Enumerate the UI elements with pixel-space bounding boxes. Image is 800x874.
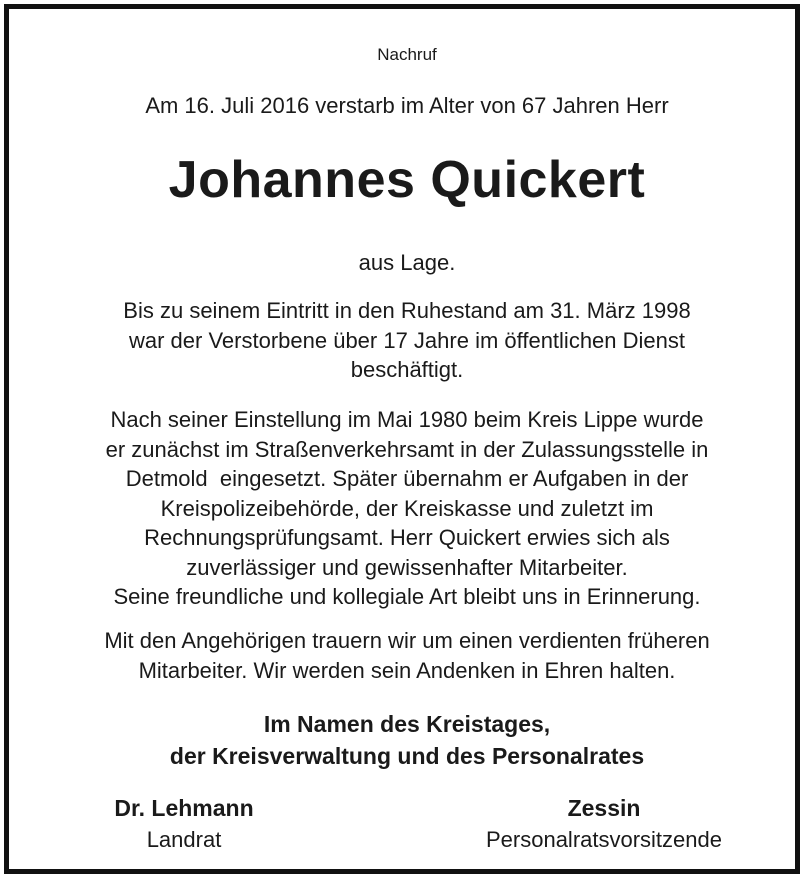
deceased-name: Johannes Quickert <box>168 151 646 209</box>
condolence-paragraph <box>9 626 800 685</box>
intro-text: Am 16. Juli 2016 verstarb im Alter von 67 Jahren Herr <box>145 93 669 118</box>
text-line: zuverlässiger und gewissenhafter Mitarbeiter. <box>186 554 628 580</box>
signer-lehmann <box>69 793 299 855</box>
text-line: Rechnungsprüfungsamt. Herr Quickert erwies sich als <box>144 525 670 550</box>
notice-heading: Nachruf <box>377 45 437 64</box>
signer-name: Dr. Lehmann <box>114 795 254 821</box>
text-line: Seine freundliche und kollegiale Art bleibt uns in Erinnerung. <box>113 584 701 609</box>
signer-title: Landrat <box>146 827 222 852</box>
on-behalf-line: der Kreisverwaltung und des Personalrates <box>169 743 645 769</box>
text-line: Mit den Angehörigen trauern wir um einen verdienten früheren <box>104 628 710 653</box>
signer-name: Zessin <box>567 795 641 821</box>
career-paragraph <box>9 296 800 385</box>
text-line: Nach seiner Einstellung im Mai 1980 beim Kreis Lippe wurde <box>110 407 704 432</box>
text-line: Detmold eingesetzt. Später übernahm er Aufgaben in der <box>125 466 689 491</box>
text-line: Kreispolizeibehörde, der Kreiskasse und zuletzt im <box>160 495 654 521</box>
notice-border <box>4 4 800 874</box>
text-line: er zunächst im Straßenverkehrsamt in der Zulassungsstelle in <box>105 436 709 462</box>
text-line: Bis zu seinem Eintritt in den Ruhestand am 31. März 1998 <box>123 298 691 323</box>
on-behalf-line: Im Namen des Kreistages, <box>263 711 551 737</box>
biography-paragraph <box>9 405 800 612</box>
signer-zessin <box>439 793 769 855</box>
origin-text: aus Lage. <box>358 250 456 275</box>
on-behalf-block <box>9 708 800 772</box>
text-line: beschäftigt. <box>350 357 464 382</box>
text-line: war der Verstorbene über 17 Jahre im öffentlichen Dienst <box>128 327 685 353</box>
text-line: Mitarbeiter. Wir werden sein Andenken in Ehren halten. <box>138 657 676 683</box>
signer-title: Personalratsvorsitzende <box>485 827 722 852</box>
